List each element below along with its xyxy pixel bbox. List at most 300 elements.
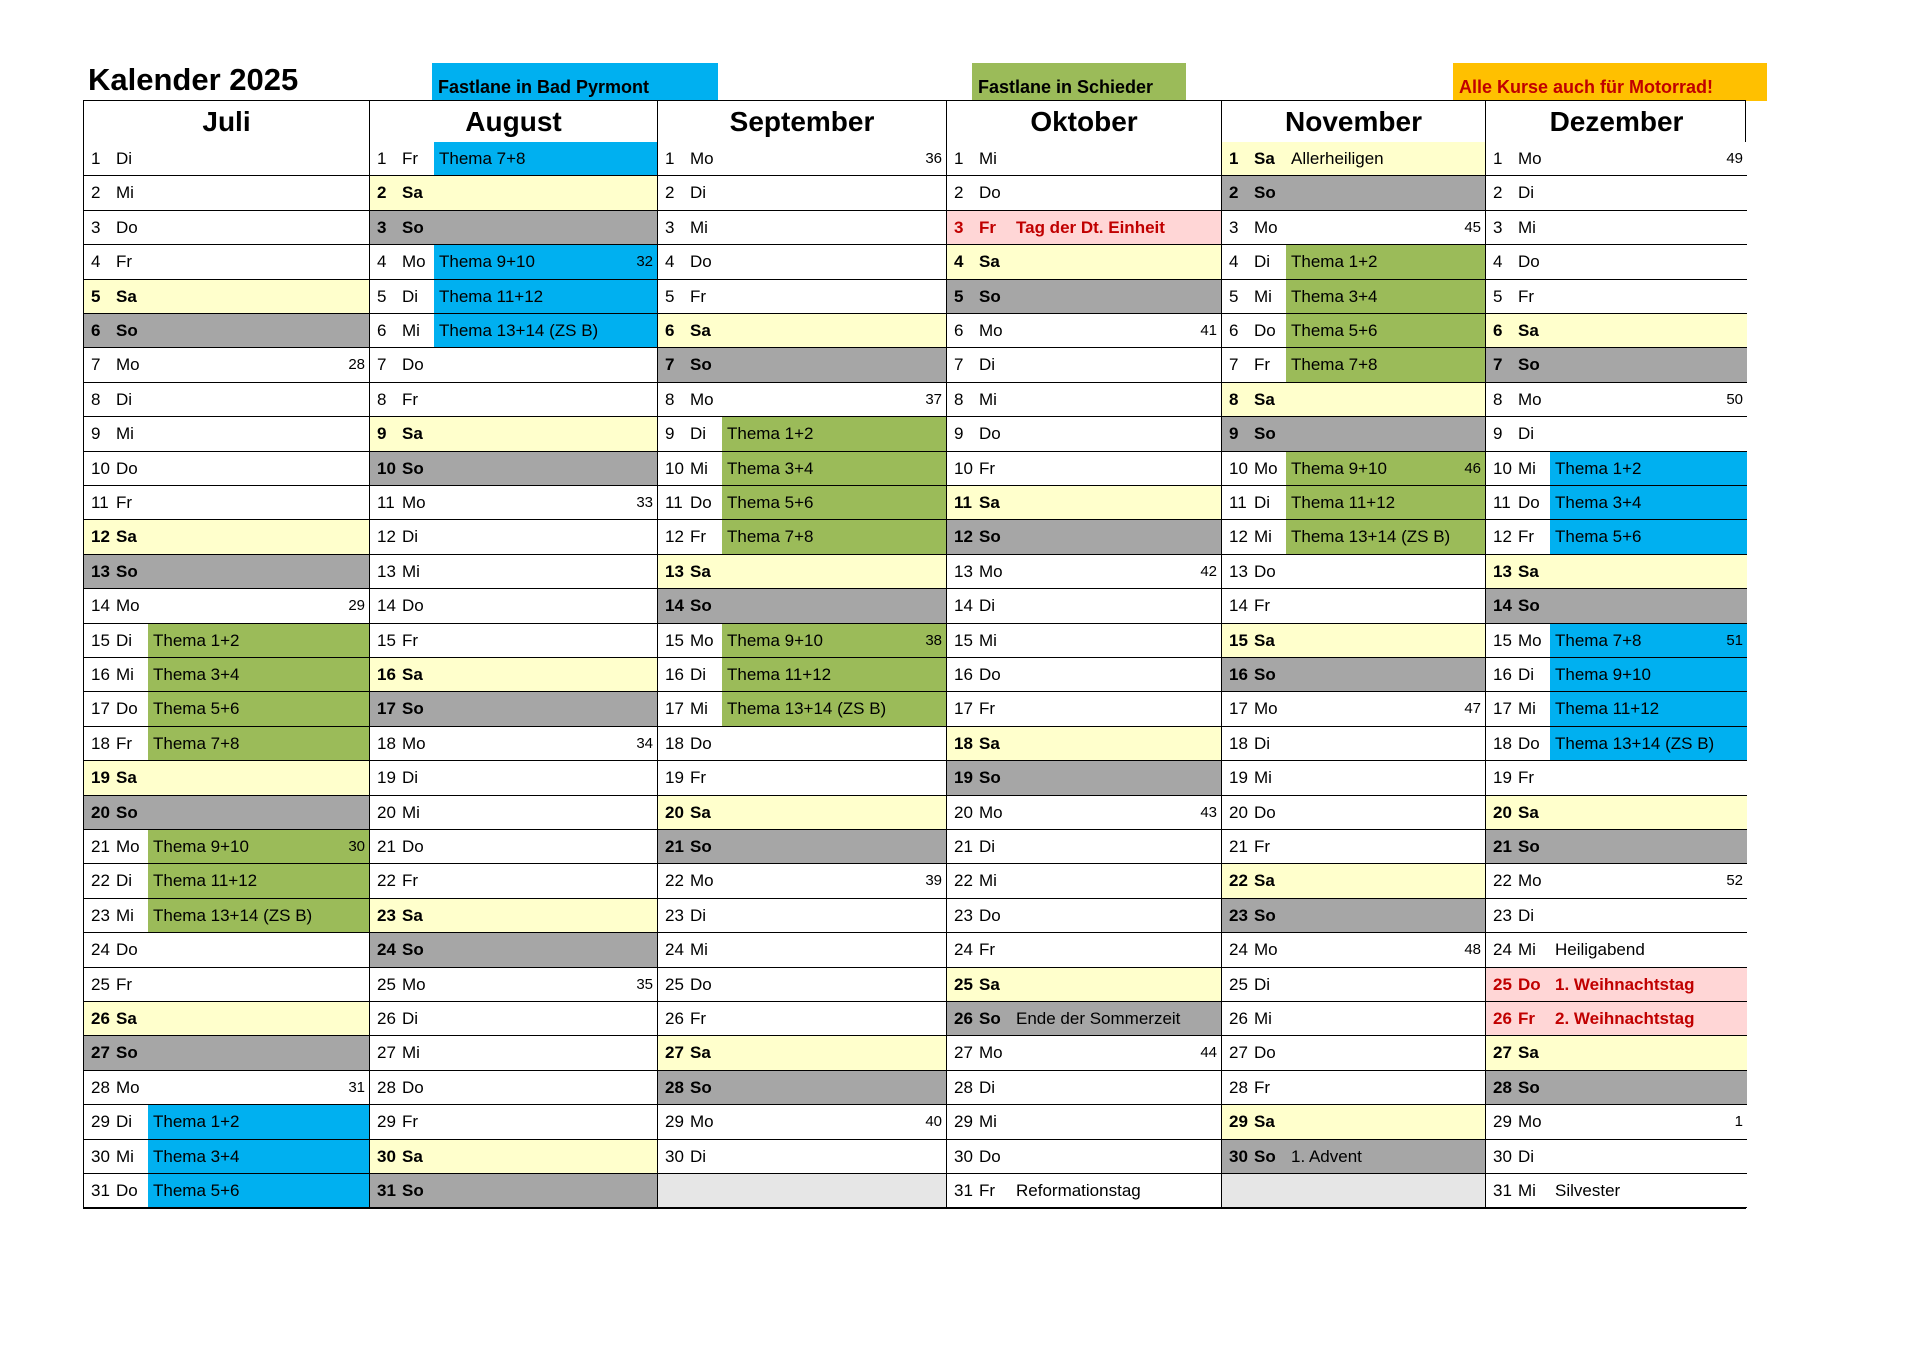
day-cell (658, 1071, 946, 1105)
day-number: 30 (91, 1146, 110, 1166)
week-number: 31 (348, 1078, 365, 1096)
day-cell (1486, 176, 1747, 210)
day-number: 18 (954, 733, 973, 753)
weekday: Mo (402, 733, 426, 753)
weekday: Mi (690, 458, 708, 478)
weekday: Mo (690, 389, 714, 409)
weekday: Do (979, 1146, 1001, 1166)
day-number: 18 (1229, 733, 1248, 753)
day-cell (370, 589, 657, 623)
day-cell (370, 1174, 657, 1208)
day-cell (1486, 1105, 1747, 1139)
day-cell (658, 761, 946, 795)
day-cell (1486, 658, 1747, 692)
month-column-november (1222, 101, 1486, 1208)
day-event: Thema 11+12 (1286, 486, 1485, 519)
week-number: 43 (1200, 803, 1217, 821)
day-number: 6 (954, 321, 964, 340)
weekday: So (1254, 905, 1276, 925)
day-cell (370, 245, 657, 279)
weekday: Sa (690, 321, 711, 340)
day-number: 12 (91, 527, 110, 547)
day-number: 25 (665, 974, 684, 994)
day-cell (947, 245, 1221, 279)
day-cell (1222, 555, 1485, 589)
weekday: Sa (979, 252, 1000, 272)
weekday: So (116, 1043, 138, 1063)
day-event: 1. Advent (1291, 1146, 1362, 1166)
weekday: So (979, 527, 1001, 547)
weekday: Di (690, 183, 707, 203)
day-cell (84, 830, 369, 864)
week-number: 28 (348, 356, 365, 374)
day-number: 21 (1229, 837, 1248, 856)
weekday: Mo (116, 355, 140, 375)
week-number: 52 (1726, 872, 1743, 890)
weekday: Do (979, 424, 1001, 444)
day-cell (1486, 1174, 1747, 1208)
weekday: Mo (979, 561, 1003, 581)
day-cell (1222, 796, 1485, 830)
weekday: Mo (979, 802, 1003, 822)
day-number: 21 (665, 837, 684, 856)
weekday: Fr (1518, 286, 1535, 306)
day-number: 10 (377, 458, 396, 478)
day-number: 17 (1493, 699, 1512, 719)
day-cell (1486, 1140, 1747, 1174)
day-cell (1222, 245, 1485, 279)
day-cell (1222, 624, 1485, 658)
weekday: Sa (1254, 149, 1275, 168)
day-number: 6 (377, 321, 387, 340)
day-number: 16 (377, 665, 396, 684)
day-number: 31 (1493, 1181, 1512, 1200)
day-cell (1222, 211, 1485, 245)
day-cell (658, 968, 946, 1002)
day-number: 31 (91, 1181, 110, 1200)
day-cell (947, 280, 1221, 314)
weekday: Di (1518, 1146, 1535, 1166)
day-number: 7 (377, 355, 387, 375)
weekday: Mi (1518, 217, 1536, 237)
week-number: 39 (925, 872, 942, 890)
day-number: 16 (954, 665, 973, 684)
day-cell (84, 1071, 369, 1105)
day-number: 20 (1493, 802, 1512, 822)
weekday: Mo (690, 871, 714, 891)
week-number: 50 (1726, 390, 1743, 408)
weekday: Mo (1518, 149, 1542, 168)
weekday: Mi (1254, 1009, 1272, 1028)
day-cell (947, 761, 1221, 795)
weekday: Fr (402, 149, 419, 168)
day-number: 10 (665, 458, 684, 478)
day-cell (947, 658, 1221, 692)
day-cell (1222, 348, 1485, 382)
weekday: Di (1254, 974, 1271, 994)
week-number: 34 (636, 734, 653, 752)
day-cell (658, 692, 946, 726)
weekday: Sa (979, 493, 1000, 512)
weekday: So (402, 940, 424, 960)
day-number: 6 (665, 321, 675, 340)
weekday: Mo (1254, 699, 1278, 719)
month-header: Dezember (1486, 101, 1747, 143)
day-number: 17 (377, 699, 396, 719)
day-number: 22 (377, 871, 396, 891)
day-cell (658, 176, 946, 210)
weekday: Di (116, 1112, 133, 1132)
weekday: Do (402, 355, 424, 375)
day-cell (1486, 142, 1747, 176)
day-number: 27 (954, 1043, 973, 1063)
day-number: 25 (954, 974, 973, 994)
day-number: 15 (954, 630, 973, 650)
day-cell (84, 245, 369, 279)
day-number: 2 (377, 183, 387, 203)
day-event: Thema 9+10 (722, 624, 946, 657)
day-number: 9 (1493, 424, 1503, 444)
day-number: 19 (954, 768, 973, 788)
day-number: 15 (91, 630, 110, 650)
weekday: So (402, 699, 424, 719)
weekday: Fr (402, 630, 419, 650)
weekday: So (402, 217, 424, 237)
weekday: Mo (690, 1112, 714, 1132)
day-number: 27 (1493, 1043, 1512, 1063)
day-cell (84, 796, 369, 830)
weekday: Do (1254, 1043, 1276, 1063)
day-cell (84, 1140, 369, 1174)
weekday: So (402, 1181, 424, 1200)
day-number: 3 (91, 217, 101, 237)
weekday: Di (402, 1009, 419, 1028)
day-number: 24 (1493, 940, 1512, 960)
weekday: Sa (690, 561, 711, 581)
weekday: Mi (402, 561, 420, 581)
day-cell (658, 1105, 946, 1139)
day-cell (1222, 520, 1485, 554)
day-event: Thema 5+6 (722, 486, 946, 519)
day-event: Thema 13+14 (ZS B) (434, 314, 657, 347)
day-number: 10 (1493, 458, 1512, 478)
day-event: Thema 7+8 (722, 520, 946, 553)
weekday: Sa (979, 974, 1000, 994)
day-number: 8 (1229, 389, 1239, 409)
day-cell (947, 211, 1221, 245)
day-event: Thema 9+10 (1286, 452, 1485, 485)
weekday: Sa (979, 733, 1000, 753)
day-cell (947, 383, 1221, 417)
day-number: 3 (665, 217, 675, 237)
day-cell (84, 658, 369, 692)
day-cell (947, 899, 1221, 933)
week-number: 46 (1464, 459, 1481, 477)
day-number: 10 (954, 458, 973, 478)
day-cell (1222, 142, 1485, 176)
day-cell (1222, 486, 1485, 520)
day-cell (658, 348, 946, 382)
day-number: 6 (1493, 321, 1503, 340)
weekday: Di (979, 837, 996, 856)
day-number: 2 (954, 183, 964, 203)
week-number: 29 (348, 597, 365, 615)
day-cell (84, 486, 369, 520)
weekday: So (690, 355, 712, 375)
day-number: 22 (91, 871, 110, 891)
weekday: Do (116, 458, 138, 478)
day-event: Thema 13+14 (ZS B) (1286, 520, 1485, 553)
day-cell (658, 417, 946, 451)
weekday: So (402, 458, 424, 478)
weekday: Fr (116, 974, 133, 994)
day-number: 30 (1229, 1146, 1248, 1166)
day-event: Thema 13+14 (ZS B) (1550, 727, 1747, 760)
day-cell (947, 314, 1221, 348)
day-number: 29 (665, 1112, 684, 1132)
week-number: 36 (925, 150, 942, 167)
week-number: 51 (1726, 631, 1743, 649)
day-number: 7 (954, 355, 964, 375)
day-event: Thema 7+8 (434, 142, 657, 175)
day-number: 1 (665, 149, 675, 168)
day-cell (947, 830, 1221, 864)
day-number: 15 (665, 630, 684, 650)
day-cell (370, 1036, 657, 1070)
day-cell (658, 796, 946, 830)
day-number: 21 (377, 837, 396, 856)
day-number: 17 (91, 699, 110, 719)
day-number: 5 (377, 286, 387, 306)
day-cell (947, 1140, 1221, 1174)
weekday: Fr (690, 286, 707, 306)
day-number: 1 (954, 149, 964, 168)
weekday: So (690, 837, 712, 856)
day-cell (370, 520, 657, 554)
weekday: Fr (1254, 1077, 1271, 1097)
weekday: Mo (1254, 217, 1278, 237)
weekday: Di (116, 149, 133, 168)
weekday: Mo (402, 974, 426, 994)
day-number: 18 (665, 733, 684, 753)
weekday: Sa (1518, 561, 1539, 581)
week-number: 48 (1464, 941, 1481, 959)
weekday: Fr (690, 768, 707, 788)
day-number: 2 (91, 183, 101, 203)
day-cell (1222, 727, 1485, 761)
weekday: Fr (690, 1009, 707, 1028)
week-number: 32 (636, 253, 653, 271)
weekday: Fr (402, 871, 419, 891)
day-cell (370, 692, 657, 726)
day-cell (1486, 520, 1747, 554)
weekday: Mi (116, 1146, 134, 1166)
weekday: Fr (116, 252, 133, 272)
day-number: 23 (665, 905, 684, 925)
day-cell (1222, 1002, 1485, 1036)
day-cell (947, 968, 1221, 1002)
day-number: 8 (1493, 389, 1503, 409)
day-number: 19 (1229, 768, 1248, 788)
day-number: 7 (91, 355, 101, 375)
day-event: Thema 5+6 (1550, 520, 1747, 553)
day-event: Thema 11+12 (434, 280, 657, 313)
day-number: 19 (91, 768, 110, 788)
day-event: Thema 3+4 (148, 658, 369, 691)
day-cell (658, 520, 946, 554)
day-cell (947, 520, 1221, 554)
day-cell (947, 555, 1221, 589)
weekday: Mo (1518, 389, 1542, 409)
weekday: Fr (979, 458, 996, 478)
weekday: Di (690, 665, 707, 684)
day-number: 15 (1229, 630, 1248, 650)
weekday: Sa (1518, 321, 1539, 340)
weekday: Mi (116, 665, 134, 684)
day-cell (84, 864, 369, 898)
weekday: So (979, 1009, 1001, 1028)
day-cell (658, 899, 946, 933)
day-number: 13 (954, 561, 973, 581)
day-number: 24 (665, 940, 684, 960)
weekday: So (1518, 355, 1540, 375)
month-header: Juli (84, 101, 369, 143)
day-cell (1486, 417, 1747, 451)
day-event: Thema 3+4 (722, 452, 946, 485)
weekday: Mo (1518, 1112, 1542, 1132)
weekday: So (979, 768, 1001, 788)
weekday: Sa (116, 286, 137, 306)
day-cell (370, 830, 657, 864)
day-cell (84, 761, 369, 795)
weekday: Do (1254, 561, 1276, 581)
weekday: Do (979, 665, 1001, 684)
weekday: Fr (979, 217, 996, 237)
day-number: 27 (665, 1043, 684, 1063)
weekday: Mo (116, 837, 140, 856)
weekday: Fr (1254, 837, 1271, 856)
day-number: 20 (665, 802, 684, 822)
day-cell (370, 968, 657, 1002)
day-number: 13 (1493, 561, 1512, 581)
day-event: Thema 5+6 (148, 692, 369, 725)
day-cell (1222, 383, 1485, 417)
weekday: Di (979, 355, 996, 375)
day-cell (370, 176, 657, 210)
day-number: 26 (377, 1009, 396, 1028)
day-cell (658, 452, 946, 486)
day-cell (658, 727, 946, 761)
day-number: 7 (1493, 355, 1503, 375)
weekday: Mi (1518, 458, 1536, 478)
day-cell (947, 1036, 1221, 1070)
day-number: 2 (665, 183, 675, 203)
weekday: Do (1518, 493, 1540, 512)
day-number: 12 (1229, 527, 1248, 547)
day-event: Thema 7+8 (148, 727, 369, 760)
weekday: Mi (690, 699, 708, 719)
day-cell (658, 383, 946, 417)
weekday: Sa (1254, 389, 1275, 409)
weekday: Mi (979, 1112, 997, 1132)
day-number: 14 (1493, 596, 1512, 616)
day-number: 23 (954, 905, 973, 925)
day-event: Thema 5+6 (148, 1174, 369, 1207)
day-number: 26 (1229, 1009, 1248, 1028)
empty-cell (658, 1174, 946, 1208)
weekday: Di (402, 768, 419, 788)
weekday: Do (116, 1181, 138, 1200)
weekday: Di (1518, 665, 1535, 684)
weekday: Sa (402, 424, 423, 444)
day-event: Heiligabend (1555, 940, 1645, 960)
weekday: Mo (1254, 940, 1278, 960)
day-event: Thema 5+6 (1286, 314, 1485, 347)
weekday: Sa (402, 183, 423, 203)
day-number: 4 (377, 252, 387, 272)
day-number: 2 (1493, 183, 1503, 203)
day-cell (84, 452, 369, 486)
day-number: 13 (91, 561, 110, 581)
week-number: 42 (1200, 562, 1217, 580)
day-number: 3 (377, 217, 387, 237)
day-number: 11 (954, 493, 972, 512)
week-number: 35 (636, 975, 653, 993)
day-event: Thema 3+4 (1550, 486, 1747, 519)
weekday: Fr (402, 389, 419, 409)
day-cell (370, 211, 657, 245)
day-cell (84, 348, 369, 382)
weekday: Sa (116, 1009, 137, 1028)
day-cell (658, 314, 946, 348)
day-number: 29 (1229, 1112, 1248, 1132)
day-cell (1222, 658, 1485, 692)
day-cell (84, 1174, 369, 1208)
weekday: Do (690, 252, 712, 272)
weekday: Mi (116, 183, 134, 203)
weekday: Di (1254, 493, 1271, 512)
day-number: 3 (1229, 217, 1239, 237)
day-cell (947, 1174, 1221, 1208)
weekday: Mi (690, 217, 708, 237)
day-number: 4 (1229, 252, 1239, 272)
weekday: Sa (1518, 802, 1539, 822)
weekday: Do (690, 493, 712, 512)
weekday: Mi (1254, 527, 1272, 547)
weekday: So (116, 802, 138, 822)
day-cell (1222, 1036, 1485, 1070)
day-number: 31 (954, 1181, 973, 1200)
day-cell (947, 1071, 1221, 1105)
day-cell (947, 417, 1221, 451)
day-number: 13 (1229, 561, 1248, 581)
day-number: 27 (377, 1043, 396, 1063)
week-number: 1 (1734, 1113, 1743, 1131)
weekday: Sa (1254, 1112, 1275, 1132)
day-cell (84, 1002, 369, 1036)
day-number: 4 (91, 252, 101, 272)
weekday: So (116, 321, 138, 340)
weekday: Di (116, 389, 133, 409)
day-number: 30 (665, 1146, 684, 1166)
weekday: Fr (1518, 768, 1535, 788)
weekday: Do (979, 905, 1001, 925)
day-cell (84, 968, 369, 1002)
day-cell (1486, 555, 1747, 589)
day-cell (658, 486, 946, 520)
day-number: 30 (1493, 1146, 1512, 1166)
week-number: 41 (1200, 322, 1217, 339)
